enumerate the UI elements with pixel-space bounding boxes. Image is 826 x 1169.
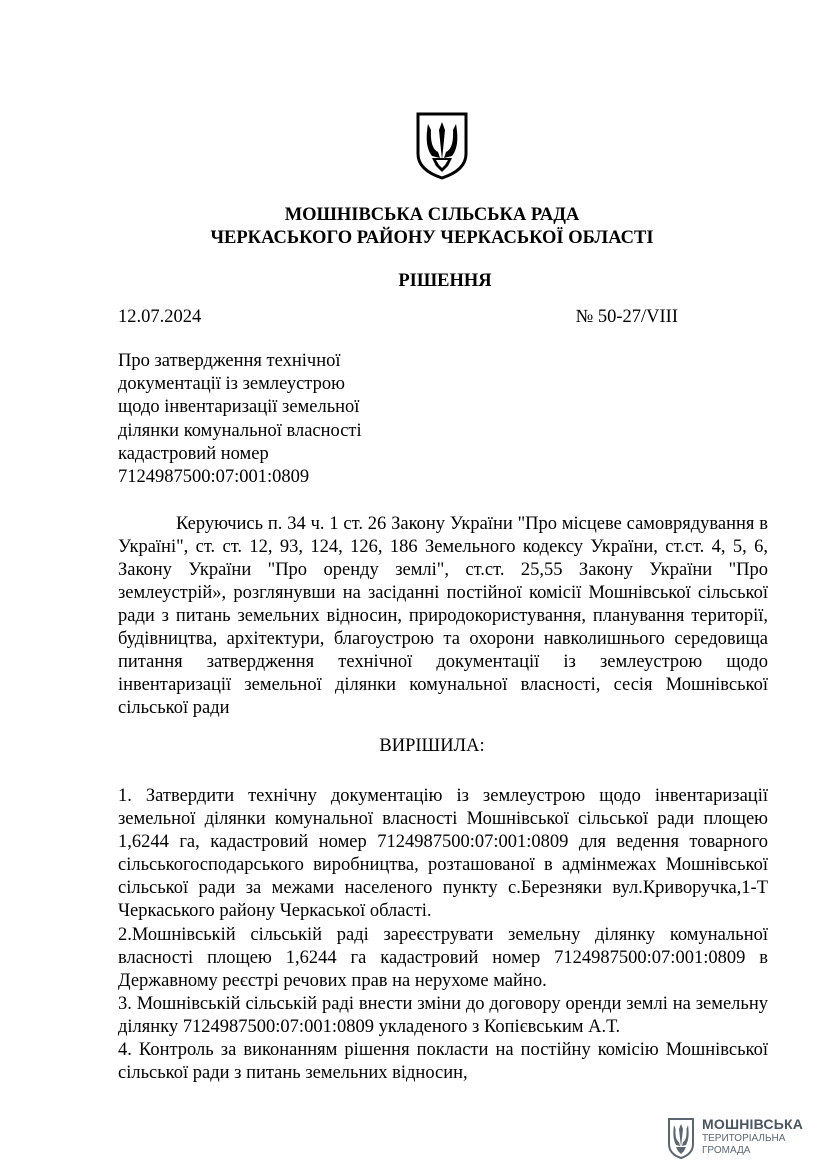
document-date: 12.07.2024 [118,307,202,327]
subject-line: документації із землеустрою [118,374,345,395]
council-name-line2: ЧЕРКАСЬКОГО РАЙОНУ ЧЕРКАСЬКОЇ ОБЛАСТІ [210,228,654,248]
document-number: № 50-27/VIII [575,307,678,327]
preamble-paragraph: Керуючись п. 34 ч. 1 ст. 26 Закону України "Про місцеве самоврядування в Україні", ст. ст. 12, 93, 124, 126, 186 Земельного кодексу України, ст.ст. 4, 5, 6, Закону України "Про оренду землі", ст.ст. 25,55 Закону України "Про землеустрій», розглянувши на засіданні постійної комісії Мошнівської сільської ради з питань земельних відносин, природокористування, планування території, будівництва, архітектури, благоустрою та охорони навколишнього середовища питання затвердження технічної документації із землеустрою щодо інвентаризації земельної ділянки комунальної власності, сесія Мошнівської сільської ради [118,514,768,718]
community-logo [666,1116,806,1160]
decision-item: 4. Контроль за виконанням рішення покласти на постійну комісію Мошнівської сільської ради з питань земельних відносин, [118,1040,768,1084]
trident-icon [666,1116,696,1160]
coat-of-arms-icon [414,110,470,180]
decision-item: 3. Мошнівській сільській раді внести зміни до договору оренди землі на земельну ділянку 7124987500:07:001:0809 укладеного з Копієвським А.Т. [118,993,768,1037]
document-subject [118,350,418,489]
document-type: РІШЕННЯ [398,271,492,291]
community-subtitle-line2: ГРОМАДА [702,1145,751,1156]
community-subtitle [702,1133,802,1157]
resolved-heading: ВИРІШИЛА: [379,736,485,756]
subject-line: щодо інвентаризації земельної [118,397,360,418]
subject-line: 7124987500:07:001:0809 [118,467,310,488]
decision-items [118,785,768,1085]
subject-line: Про затвердження технічної [118,351,341,371]
subject-line: кадастровий номер [118,443,269,464]
community-brand: МОШНІВСЬКА [702,1116,804,1132]
decision-item: 1. Затвердити технічну документацію із землеустрою щодо інвентаризації земельної ділянки комунальної власності Мошнівської сільської ради площею 1,6244 га, кадастровий номер 7124987500:07:001:0809 для ведення товарного сільськогосподарського виробництва, розташованої в адмінмежах Мошнівської сільської ради за межами населеного пункту с.Березняки вул.Криворучка,1-Т Черкаського району Черкаської області. [118,786,768,922]
council-name [0,204,826,250]
council-name-line1: МОШНІВСЬКА СІЛЬСЬКА РАДА [284,205,580,225]
decision-item: 2.Мошнівській сільській раді зареєструвати земельну ділянку комунальної власності площею 1,6244 га кадастровий номер 7124987500:07:001:0809 в Державному реєстрі речових прав на нерухоме майно. [118,924,768,991]
community-subtitle-line1: ТЕРИТОРІАЛЬНА [702,1133,786,1144]
subject-line: ділянки комунальної власності [118,420,362,441]
